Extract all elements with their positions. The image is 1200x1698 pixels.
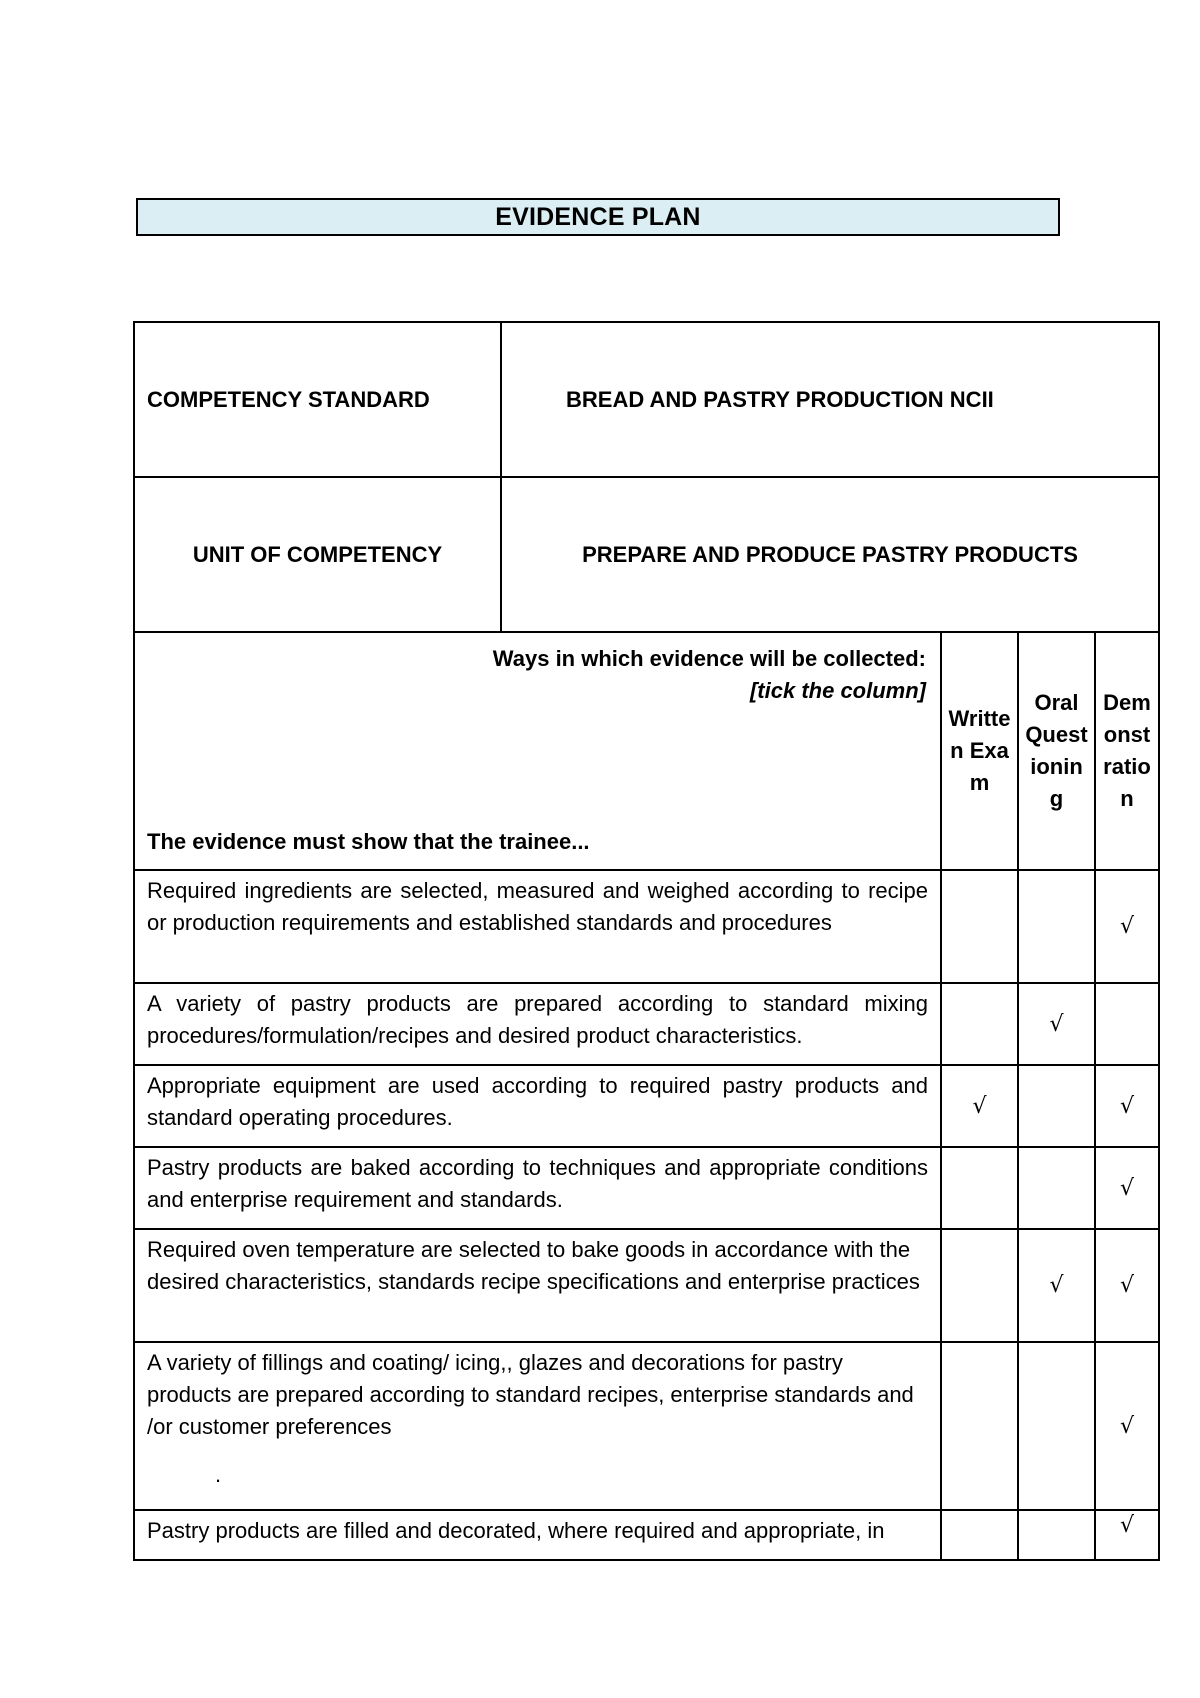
ways-heading: Ways in which evidence will be collected: [492,646,926,671]
oral-questioning-check [1018,1065,1095,1147]
written-exam-check [941,1229,1018,1342]
demonstration-check: √ [1095,1510,1159,1560]
oral-questioning-check: √ [1018,1229,1095,1342]
written-exam-check [941,1510,1018,1560]
criterion-text: Required oven temperature are selected to bake goods in accordance with the desired characteristics, standards recipe specifications and enterprise practices [134,1229,941,1342]
ways-header-cell [134,632,941,870]
evidence-methods-header-row [134,632,1159,870]
stray-mark: . [215,1462,222,1487]
demonstration-check: √ [1095,1065,1159,1147]
written-exam-check [941,870,1018,983]
written-exam-check [941,1342,1018,1510]
criterion-text: Pastry products are baked according to techniques and appropriate conditions and enterprise requirement and standards. [134,1147,941,1229]
criterion-text: Required ingredients are selected, measured and weighed according to recipe or production requirements and established standards and procedures [134,870,941,983]
demonstration-check: √ [1095,1229,1159,1342]
criterion-text: Appropriate equipment are used according to required pastry products and standard operating procedures. [134,1065,941,1147]
competency-standard-label: COMPETENCY STANDARD [134,322,501,477]
method-demonstration: Demonstration [1095,632,1159,870]
written-exam-check [941,1147,1018,1229]
demonstration-check [1095,983,1159,1065]
method-written-exam: Written Exam [941,632,1018,870]
oral-questioning-check [1018,1342,1095,1510]
criterion-text: Pastry products are filled and decorated, where required and appropriate, in [134,1510,941,1560]
evidence-intro: The evidence must show that the trainee... [147,829,590,854]
oral-questioning-check [1018,1147,1095,1229]
competency-standard-value: BREAD AND PASTRY PRODUCTION NCII [501,322,1159,477]
criterion-row [134,870,1159,983]
written-exam-check: √ [941,1065,1018,1147]
demonstration-check: √ [1095,1342,1159,1510]
criterion-row [134,983,1159,1065]
criterion-row [134,1510,1159,1560]
criterion-row [134,1342,1159,1510]
oral-questioning-check [1018,1510,1095,1560]
competency-standard-row [134,322,1159,477]
page-title: EVIDENCE PLAN [136,198,1060,236]
unit-of-competency-value: PREPARE AND PRODUCE PASTRY PRODUCTS [501,477,1159,632]
criterion-text: A variety of fillings and coating/ icing,, glazes and decorations for pastry products are prepared according to standard recipes, enterprise standards and /or customer preferences [147,1350,914,1439]
criterion-row [134,1229,1159,1342]
ways-instructions [493,643,926,707]
demonstration-check: √ [1095,870,1159,983]
demonstration-check: √ [1095,1147,1159,1229]
criterion-row [134,1065,1159,1147]
oral-questioning-check [1018,870,1095,983]
method-oral-questioning: Oral Questioning [1018,632,1095,870]
oral-questioning-check: √ [1018,983,1095,1065]
written-exam-check [941,983,1018,1065]
tick-instruction: [tick the column] [749,678,926,703]
criterion-row [134,1147,1159,1229]
criterion-text: A variety of pastry products are prepared according to standard mixing procedures/formulation/recipes and desired product characteristics. [134,983,941,1065]
criterion-cell [134,1342,941,1510]
unit-of-competency-row [134,477,1159,632]
unit-of-competency-label: UNIT OF COMPETENCY [134,477,501,632]
evidence-plan-table [133,321,1160,1561]
